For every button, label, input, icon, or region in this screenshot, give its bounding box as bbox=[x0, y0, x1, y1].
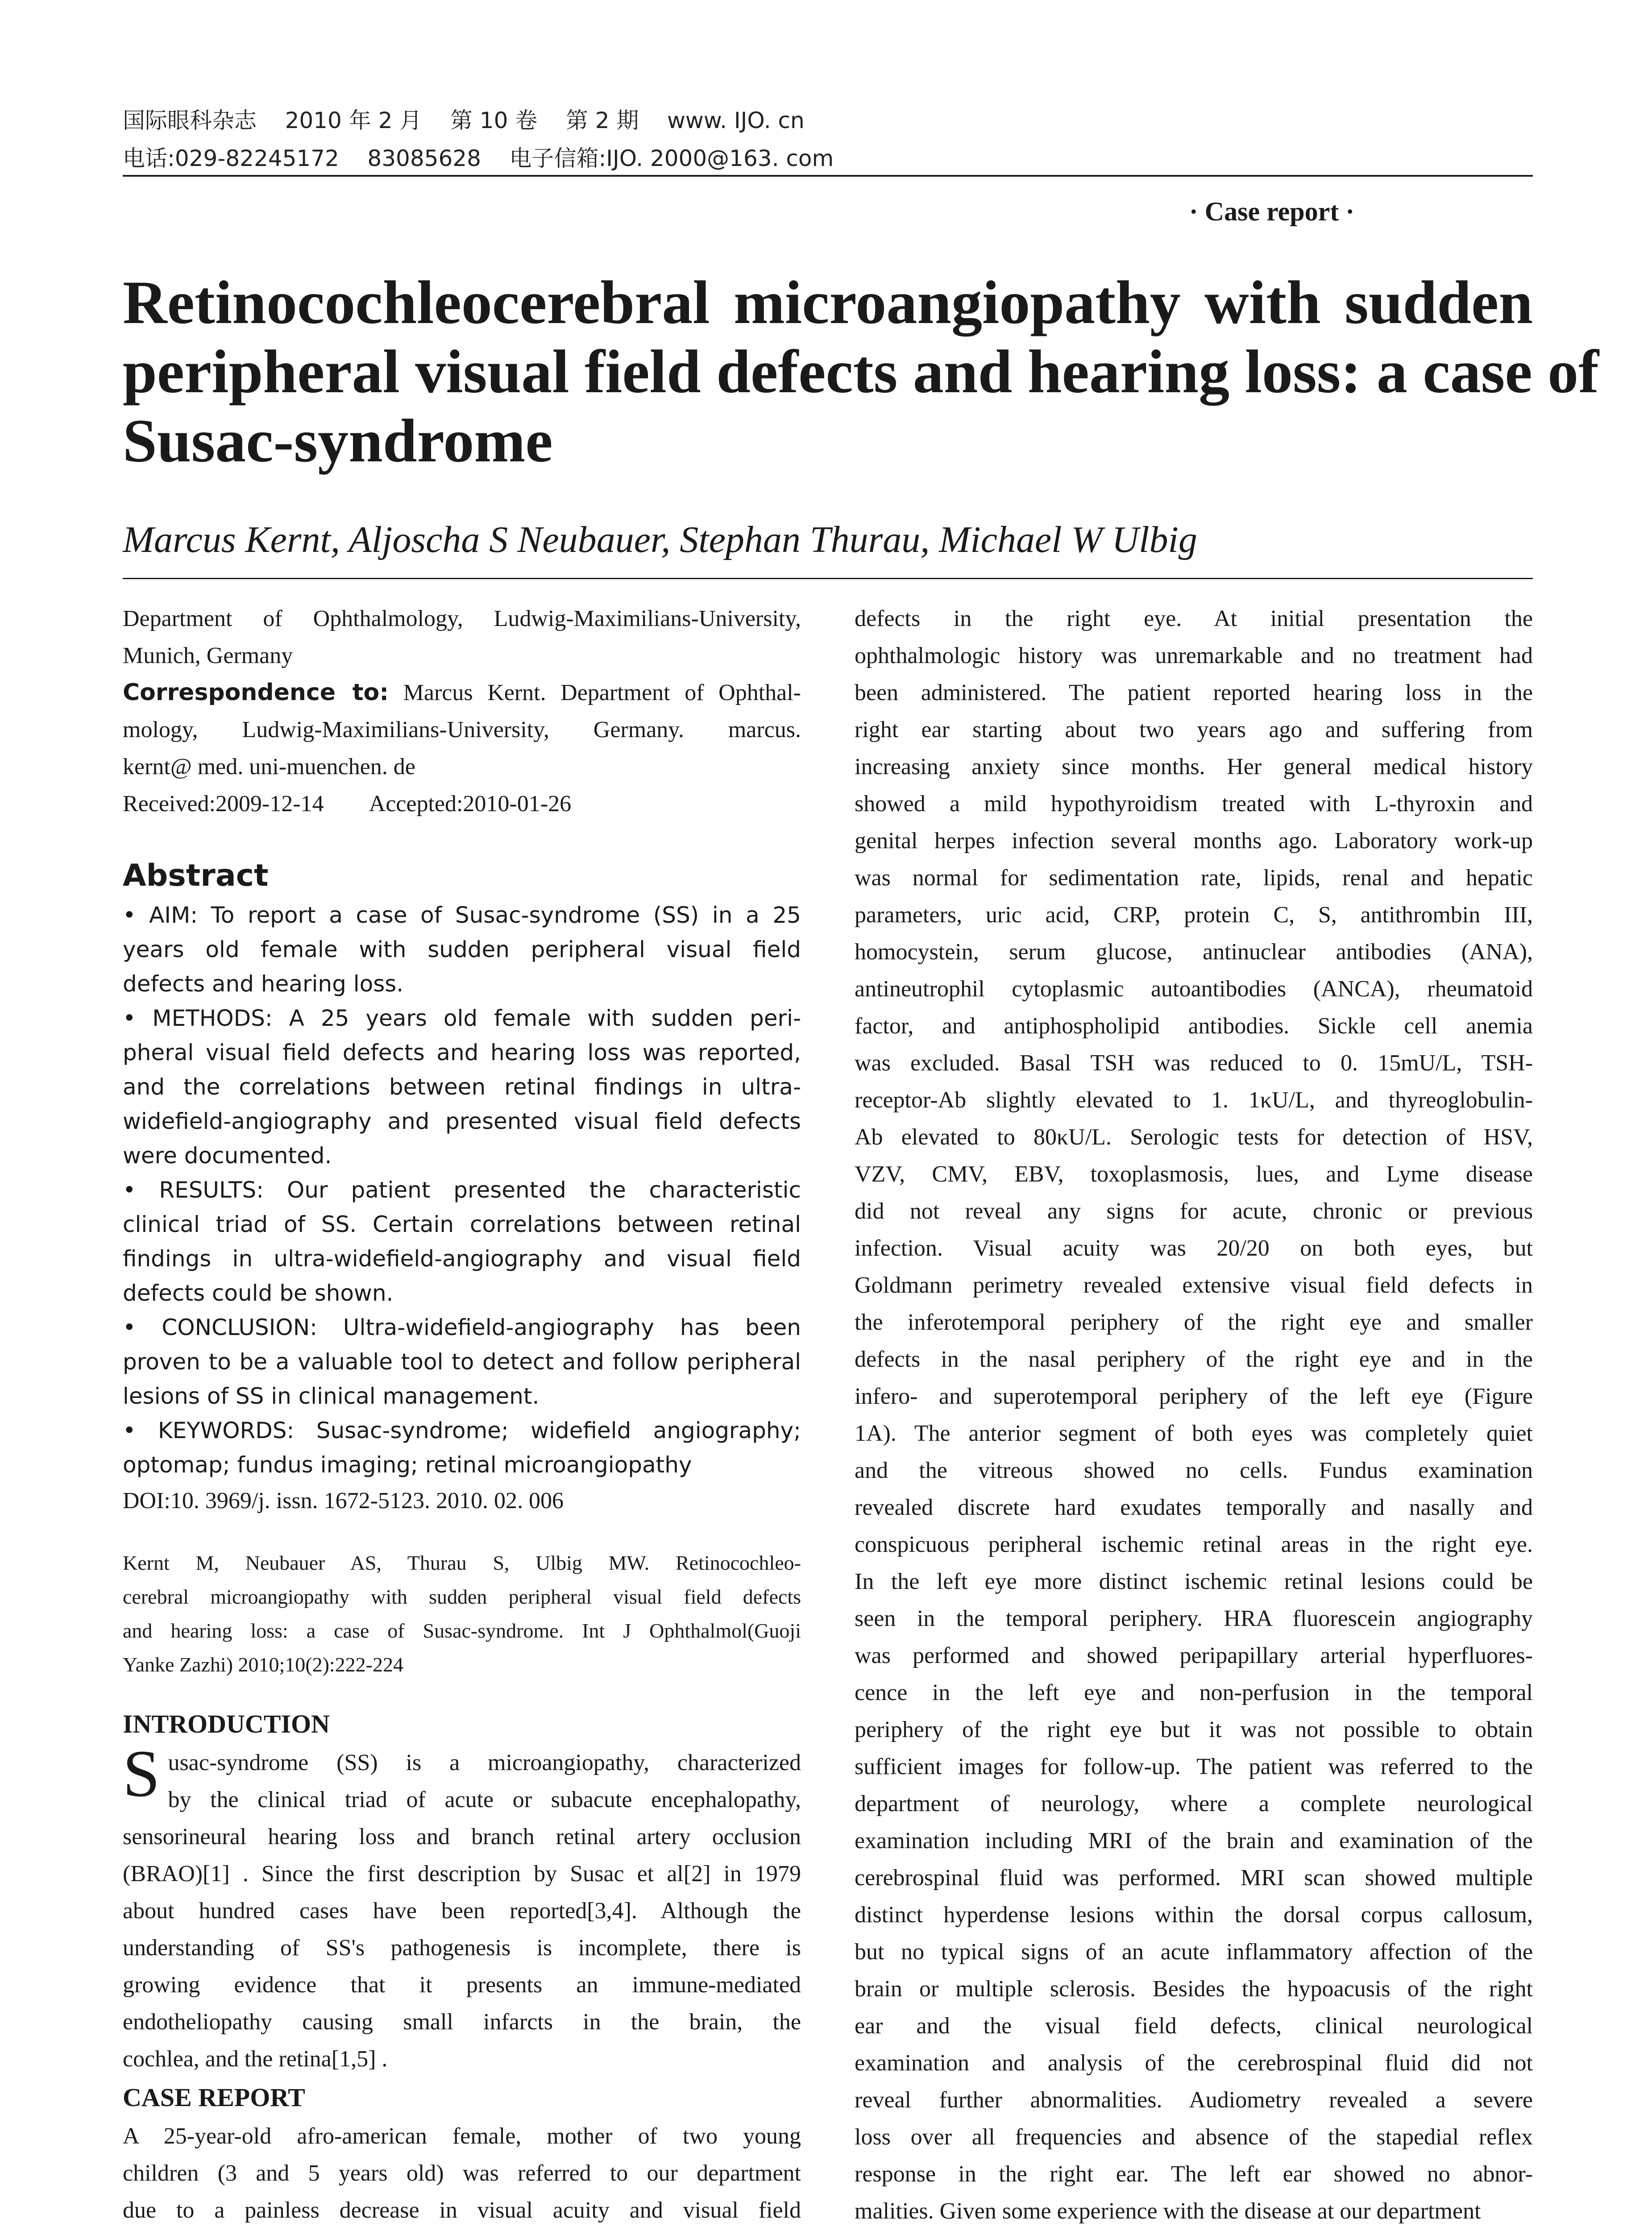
abstract-line: findings in ultra-widefield-angiography and visual field bbox=[123, 1246, 801, 1272]
correspondence-label: Correspondence to: bbox=[123, 679, 389, 706]
intro-line: sensorineural hearing loss and branch retinal artery occlusion bbox=[123, 1824, 801, 1849]
body-text-line: but no typical signs of an acute inflammatory affection of the bbox=[855, 1939, 1533, 1965]
intro-line: by the clinical triad of acute or subacute encephalopathy, bbox=[168, 1787, 801, 1812]
body-text-line: examination including MRI of the brain and examination of the bbox=[855, 1828, 1533, 1854]
body-text-line: factor, and antiphospholipid antibodies. Sickle cell anemia bbox=[855, 1013, 1533, 1039]
body-text-line: reveal further abnormalities. Audiometry revealed a severe bbox=[855, 2087, 1533, 2113]
right-column bbox=[855, 600, 1533, 2230]
case-line: due to a painless decrease in visual acuity and visual field bbox=[123, 2198, 801, 2223]
correspondence-line: mology, Ludwig-Maximilians-University, Germany. marcus. bbox=[123, 717, 801, 742]
body-text-line: parameters, uric acid, CRP, protein C, S, antithrombin III, bbox=[855, 902, 1533, 928]
body-text-line: sufficient images for follow-up. The patient was referred to the bbox=[855, 1754, 1533, 1779]
abstract-line: • METHODS: A 25 years old female with sudden peri- bbox=[123, 1005, 801, 1031]
body-text-line: antineutrophil cytoplasmic autoantibodies (ANCA), rheumatoid bbox=[855, 976, 1533, 1002]
article-type-label: · Case report · bbox=[1189, 197, 1355, 226]
intro-line: usac-syndrome (SS) is a microangiopathy, characterized bbox=[168, 1750, 801, 1775]
body-text-line: cence in the left eye and non-perfusion in the temporal bbox=[855, 1680, 1533, 1705]
abstract-line: and the correlations between retinal findings in ultra- bbox=[123, 1074, 801, 1100]
author-list: Marcus Kernt, Aljoscha S Neubauer, Stephan Thurau, Michael W Ulbig bbox=[123, 519, 1197, 560]
abstract-line: were documented. bbox=[123, 1143, 332, 1169]
body-text-line: distinct hyperdense lesions within the dorsal corpus callosum, bbox=[855, 1902, 1533, 1928]
abstract-heading: Abstract bbox=[123, 858, 269, 893]
affiliation-line: Munich, Germany bbox=[123, 643, 293, 668]
body-text-line: was excluded. Basal TSH was reduced to 0. 15mU/L, TSH- bbox=[855, 1050, 1533, 1076]
body-text-line: department of neurology, where a complete neurological bbox=[855, 1791, 1533, 1816]
abstract-line: widefield-angiography and presented visual field defects bbox=[123, 1108, 801, 1134]
intro-line: about hundred cases have been reported[3,4]. Although the bbox=[123, 1898, 801, 1924]
intro-line: endotheliopathy causing small infarcts in the brain, the bbox=[123, 2009, 801, 2035]
journal-header-line-2: 电话:029-82245172 83085628 电子信箱:IJO. 2000@163. com bbox=[123, 145, 834, 171]
intro-line: (BRAO)[1] . Since the first description by Susac et al[2] in 1979 bbox=[123, 1861, 801, 1887]
body-text-line: 1A). The anterior segment of both eyes was completely quiet bbox=[855, 1421, 1533, 1446]
affiliation bbox=[123, 600, 801, 674]
header-rule bbox=[123, 175, 1533, 177]
correspondence bbox=[123, 674, 801, 785]
title-line: Retinocochleocerebral microangiopathy with sudden bbox=[123, 268, 1533, 336]
body-text-line: VZV, CMV, EBV, toxoplasmosis, lues, and Lyme disease bbox=[855, 1161, 1533, 1187]
correspondence-line: kernt@ med. uni-muenchen. de bbox=[123, 754, 415, 780]
body-text-line: Goldmann perimetry revealed extensive visual field defects in bbox=[855, 1273, 1533, 1298]
body-text-line: seen in the temporal periphery. HRA fluorescein angiography bbox=[855, 1606, 1533, 1631]
abstract-line: • CONCLUSION: Ultra-widefield-angiography has been bbox=[123, 1315, 801, 1340]
affiliation-line: Department of Ophthalmology, Ludwig-Maximilians-University, bbox=[123, 606, 801, 631]
body-text-line: ear and the visual field defects, clinical neurological bbox=[855, 2013, 1533, 2039]
body-text-line: cerebrospinal fluid was performed. MRI scan showed multiple bbox=[855, 1865, 1533, 1891]
abstract-line: • AIM: To report a case of Susac-syndrome (SS) in a 25 bbox=[123, 902, 801, 928]
abstract-line: pheral visual field defects and hearing loss was reported, bbox=[123, 1040, 801, 1066]
body-text-line: periphery of the right eye but it was not possible to obtain bbox=[855, 1717, 1533, 1742]
left-column bbox=[123, 600, 801, 2229]
body-text-line: receptor-Ab slightly elevated to 1. 1κU/L, and thyreoglobulin- bbox=[855, 1087, 1533, 1113]
abstract-line: optomap; fundus imaging; retinal microangiopathy bbox=[123, 1452, 692, 1478]
body-text-line: malities. Given some experience with the disease at our department bbox=[855, 2198, 1481, 2224]
introduction-body bbox=[123, 1737, 801, 2078]
citation-line: Kernt M, Neubauer AS, Thurau S, Ulbig MW. Retinocochleo- bbox=[123, 1551, 801, 1574]
body-text-line: genital herpes infection several months ago. Laboratory work-up bbox=[855, 828, 1533, 854]
body-text-line: defects in the right eye. At initial presentation the bbox=[855, 606, 1533, 631]
body-text-line: defects in the nasal periphery of the right eye and in the bbox=[855, 1347, 1533, 1372]
body-text-line: and the vitreous showed no cells. Fundus examination bbox=[855, 1458, 1533, 1483]
body-text-line: response in the right ear. The left ear showed no abnor- bbox=[855, 2161, 1533, 2187]
intro-line: cochlea, and the retina[1,5] . bbox=[123, 2046, 388, 2072]
abstract-line: defects could be shown. bbox=[123, 1280, 394, 1306]
body-text-line: was normal for sedimentation rate, lipids, renal and hepatic bbox=[855, 865, 1533, 891]
abstract-line: lesions of SS in clinical management. bbox=[123, 1383, 540, 1409]
abstract-line: • RESULTS: Our patient presented the characteristic bbox=[123, 1177, 801, 1203]
citation-line: Yanke Zazhi) 2010;10(2):222-224 bbox=[123, 1653, 403, 1676]
body-text-line: did not reveal any signs for acute, chronic or previous bbox=[855, 1198, 1533, 1224]
abstract-line: proven to be a valuable tool to detect and follow peripheral bbox=[123, 1349, 801, 1375]
abstract-body bbox=[123, 898, 801, 1482]
body-text-line: infero- and superotemporal periphery of the left eye (Figure bbox=[855, 1384, 1533, 1409]
title-line: Susac-syndrome bbox=[123, 406, 553, 475]
intro-line: understanding of SS's pathogenesis is incomplete, there is bbox=[123, 1935, 801, 1961]
article-title bbox=[123, 268, 1599, 475]
case-line: children (3 and 5 years old) was referred to our department bbox=[123, 2161, 801, 2186]
body-text-line: showed a mild hypothyroidism treated with L-thyroxin and bbox=[855, 791, 1533, 817]
body-text-line: infection. Visual acuity was 20/20 on both eyes, but bbox=[855, 1236, 1533, 1261]
correspondence-line: Marcus Kernt. Department of Ophthal- bbox=[389, 680, 801, 705]
body-text-line: revealed discrete hard exudates temporally and nasally and bbox=[855, 1495, 1533, 1520]
abstract-line: clinical triad of SS. Certain correlations between retinal bbox=[123, 1211, 801, 1237]
case-line: A 25-year-old afro-american female, mother of two young bbox=[123, 2123, 801, 2149]
case-report-heading: CASE REPORT bbox=[123, 2083, 305, 2112]
body-text-line: the inferotemporal periphery of the right eye and smaller bbox=[855, 1310, 1533, 1335]
title-line: peripheral visual field defects and hearing loss: a case of bbox=[123, 337, 1599, 406]
journal-header-line-1: 国际眼科杂志 2010 年 2 月 第 10 卷 第 2 期 www. IJO. cn bbox=[123, 108, 805, 133]
body-text-line: was performed and showed peripapillary arterial hyperfluores- bbox=[855, 1643, 1533, 1668]
body-text-line: homocystein, serum glucose, antinuclear antibodies (ANA), bbox=[855, 939, 1533, 965]
abstract-line: years old female with sudden peripheral visual field bbox=[123, 937, 801, 962]
body-text-line: been administered. The patient reported hearing loss in the bbox=[855, 680, 1533, 705]
case-report-body bbox=[123, 2118, 801, 2229]
citation-line: cerebral microangiopathy with sudden peripheral visual field defects bbox=[123, 1585, 801, 1608]
body-text-line: examination and analysis of the cerebrospinal fluid did not bbox=[855, 2050, 1533, 2076]
author-rule bbox=[123, 578, 1533, 579]
body-text-line: ophthalmologic history was unremarkable and no treatment had bbox=[855, 643, 1533, 668]
citation-line: and hearing loss: a case of Susac-syndrome. Int J Ophthalmol(Guoji bbox=[123, 1619, 801, 1642]
received-accepted-dates: Received:2009-12-14 Accepted:2010-01-26 bbox=[123, 791, 572, 817]
body-text-line: In the left eye more distinct ischemic retinal lesions could be bbox=[855, 1569, 1533, 1594]
drop-cap: S bbox=[123, 1737, 160, 1811]
citation bbox=[123, 1546, 801, 1682]
abstract-line: defects and hearing loss. bbox=[123, 971, 404, 997]
abstract-line: • KEYWORDS: Susac-syndrome; widefield angiography; bbox=[123, 1418, 801, 1443]
body-text-line: right ear starting about two years ago and suffering from bbox=[855, 717, 1533, 742]
introduction-heading: INTRODUCTION bbox=[123, 1709, 330, 1738]
intro-line: growing evidence that it presents an immune-mediated bbox=[123, 1972, 801, 1998]
body-text-line: conspicuous peripheral ischemic retinal areas in the right eye. bbox=[855, 1532, 1533, 1557]
body-text-line: Ab elevated to 80κU/L. Serologic tests for detection of HSV, bbox=[855, 1124, 1533, 1150]
doi: DOI:10. 3969/j. issn. 1672-5123. 2010. 02. 006 bbox=[123, 1488, 564, 1514]
body-text-line: increasing anxiety since months. Her general medical history bbox=[855, 754, 1533, 780]
body-text-line: loss over all frequencies and absence of the stapedial reflex bbox=[855, 2124, 1533, 2150]
body-text-line: brain or multiple sclerosis. Besides the hypoacusis of the right bbox=[855, 1976, 1533, 2002]
